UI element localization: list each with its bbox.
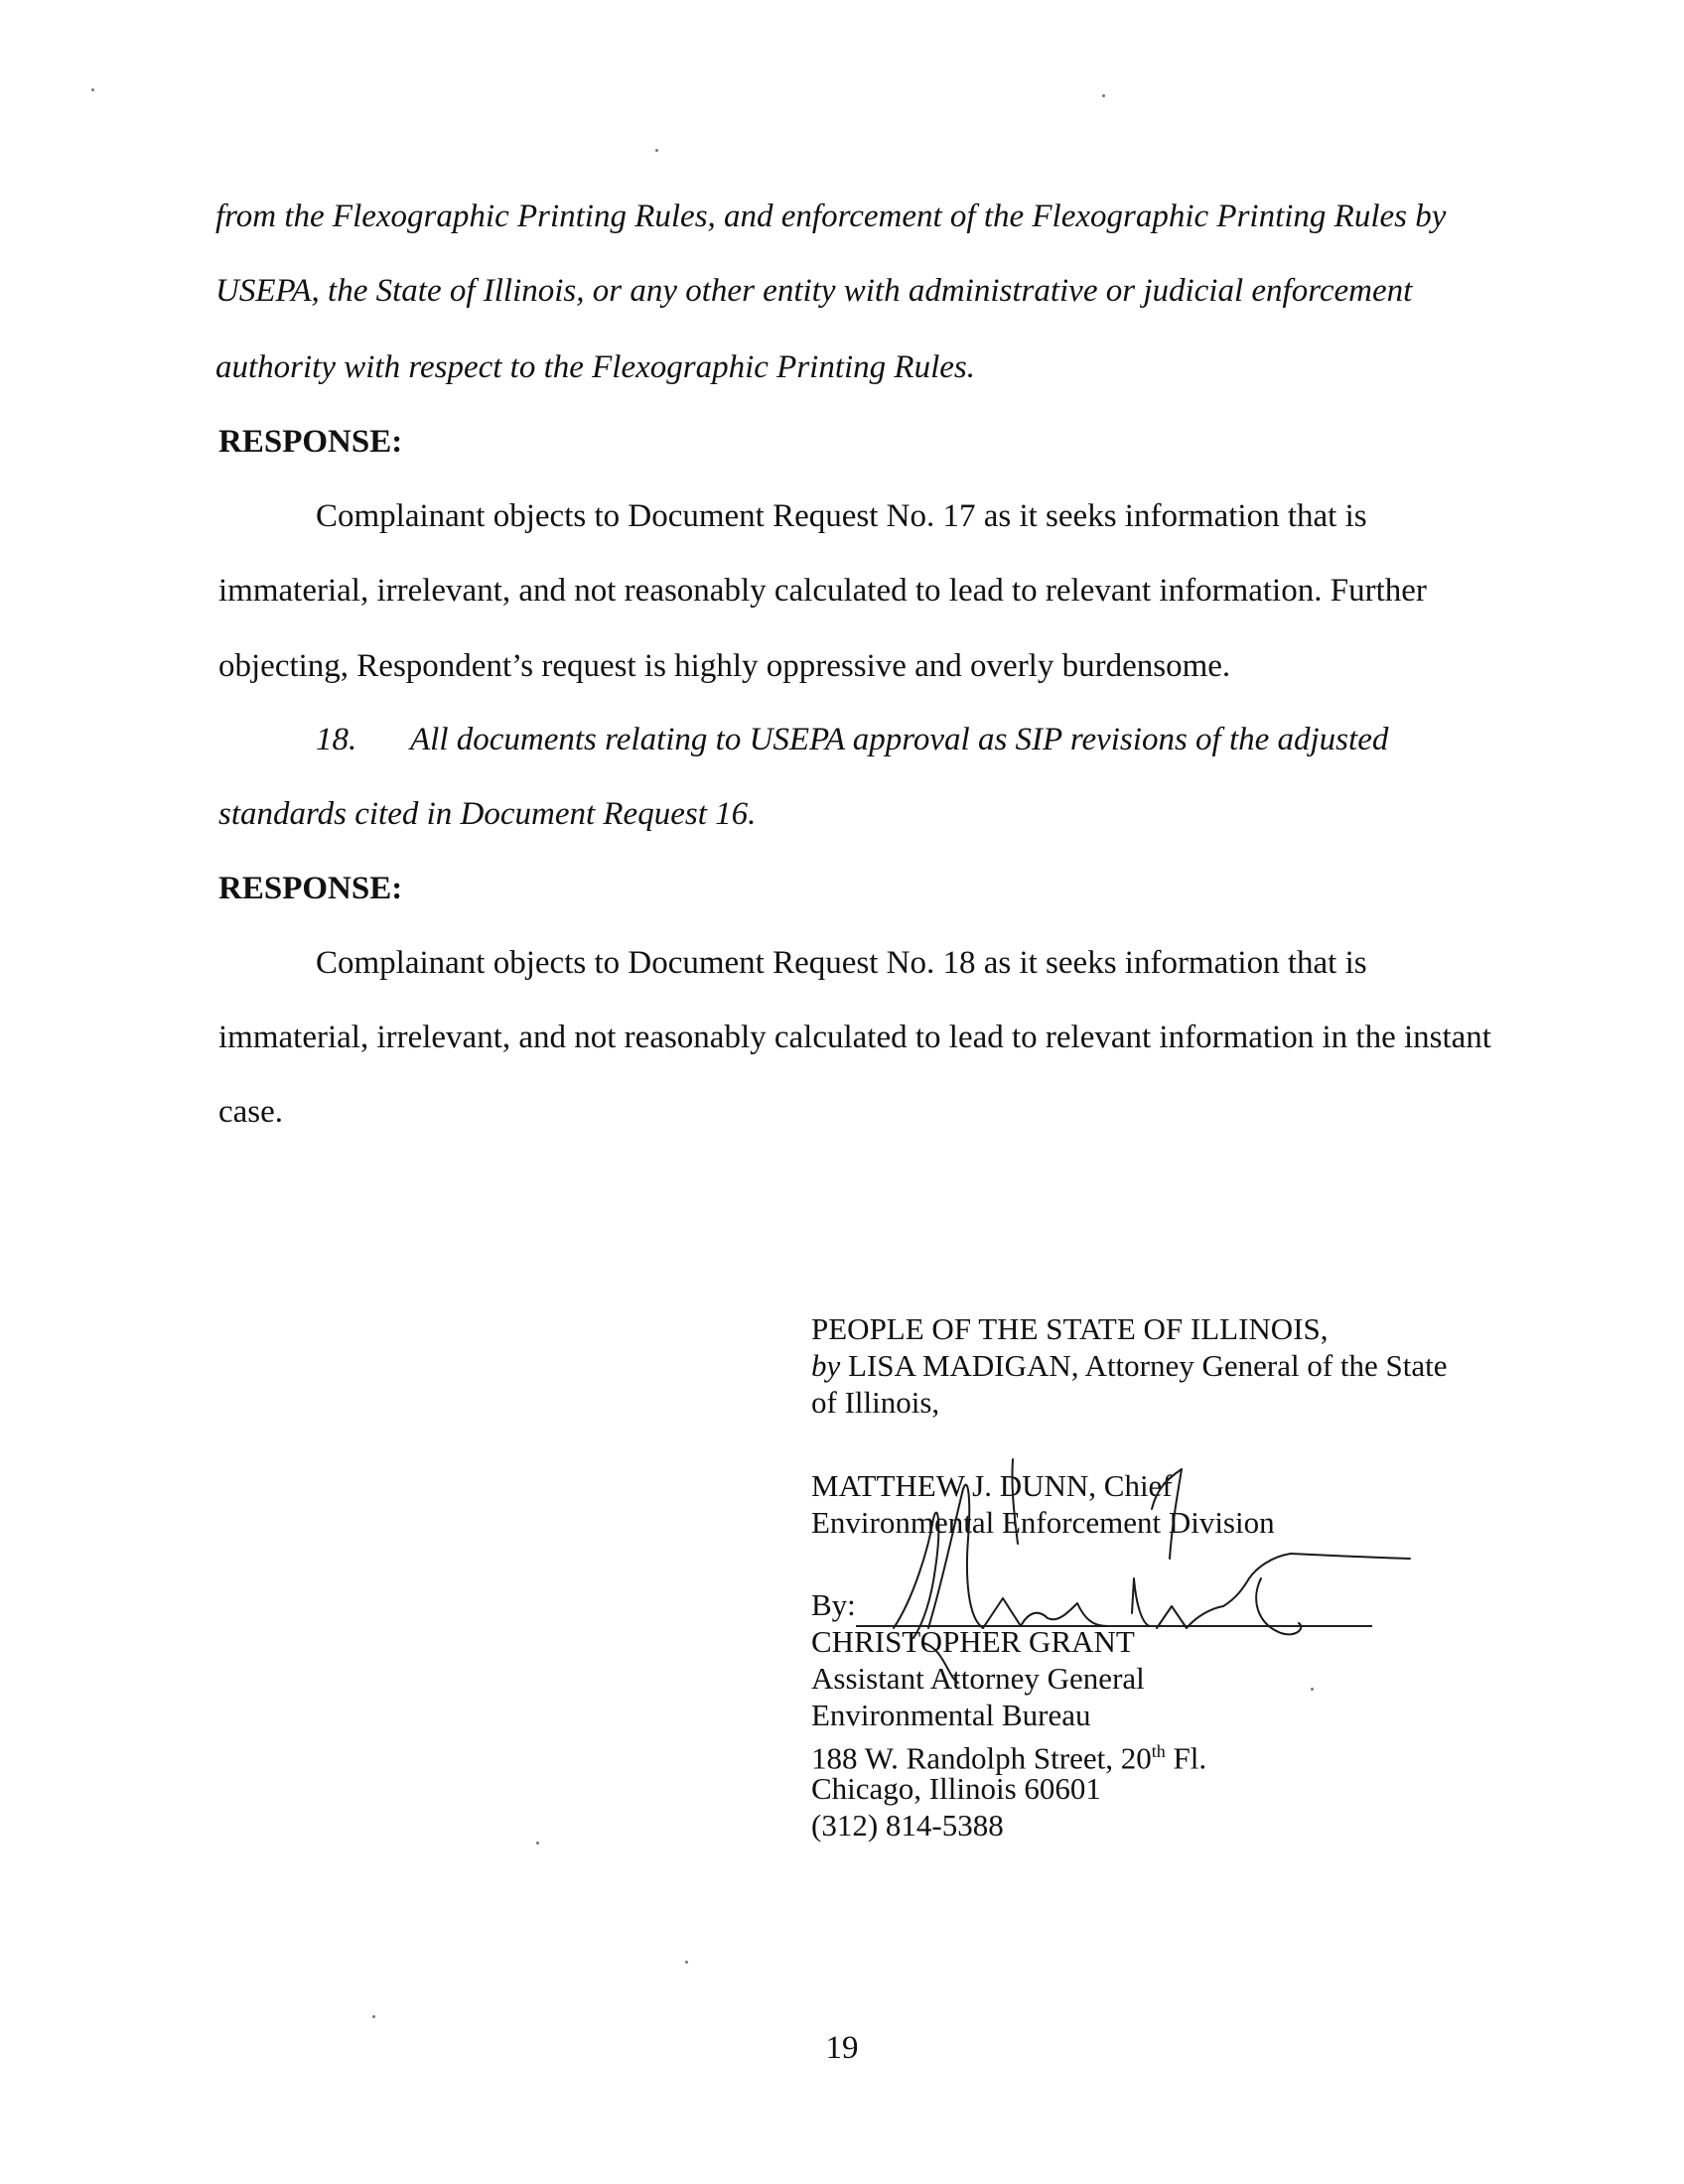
request-18-number: 18. xyxy=(316,722,357,757)
signer-title: Assistant Attorney General xyxy=(811,1661,1145,1696)
chief-division: Environmental Enforcement Division xyxy=(811,1505,1275,1540)
request-17-text-line-2: USEPA, the State of Illinois, or any other entity with administrative or judicial enforcement xyxy=(215,273,1413,309)
scan-speck xyxy=(1102,94,1105,97)
response-18-line-3: case. xyxy=(218,1094,284,1130)
scan-speck xyxy=(536,1842,539,1844)
signer-city: Chicago, Illinois 60601 xyxy=(811,1771,1101,1806)
signer-phone: (312) 814-5388 xyxy=(811,1808,1004,1843)
signer-bureau: Environmental Bureau xyxy=(811,1698,1091,1732)
request-17-text-line-3: authority with respect to the Flexographic Printing Rules. xyxy=(215,349,975,385)
by-word: by xyxy=(811,1348,841,1383)
response-17-line-2: immaterial, irrelevant, and not reasonably calculated to lead to relevant information. Further xyxy=(218,573,1427,609)
page-number: 19 xyxy=(825,2030,859,2066)
response-18-line-2: immaterial, irrelevant, and not reasonably calculated to lead to relevant information in the instant xyxy=(218,1020,1491,1055)
request-18-text-line-1: All documents relating to USEPA approval as SIP revisions of the adjusted xyxy=(410,722,1389,757)
signature-attorney-general-line xyxy=(811,1347,1448,1384)
scan-speck xyxy=(655,149,658,152)
response-18-heading: RESPONSE: xyxy=(218,871,403,906)
floor-text: Fl. xyxy=(1165,1740,1207,1776)
scan-speck xyxy=(372,2015,375,2018)
scan-speck xyxy=(1311,1688,1314,1691)
signer-name: CHRISTOPHER GRANT xyxy=(811,1624,1135,1659)
response-17-line-3: objecting, Respondent’s request is highly oppressive and overly burdensome. xyxy=(218,648,1231,684)
street-text: 188 W. Randolph Street, 20 xyxy=(811,1740,1152,1776)
street-suffix: th xyxy=(1151,1741,1166,1761)
response-17-line-1: Complainant objects to Document Request No. 17 as it seeks information that is xyxy=(316,498,1367,534)
response-17-heading: RESPONSE: xyxy=(218,424,403,460)
by-label: By: xyxy=(811,1587,856,1622)
attorney-general-text: LISA MADIGAN, Attorney General of the State xyxy=(840,1348,1448,1383)
response-18-line-1: Complainant objects to Document Request No. 18 as it seeks information that is xyxy=(316,945,1367,981)
request-18-text-line-2: standards cited in Document Request 16. xyxy=(218,796,757,832)
signature-state-line: of Illinois, xyxy=(811,1385,940,1420)
scan-speck xyxy=(685,1961,688,1964)
chief-name: MATTHEW J. DUNN, Chief xyxy=(811,1468,1173,1503)
request-17-text-line-1: from the Flexographic Printing Rules, and enforcement of the Flexographic Printing Rules by xyxy=(215,199,1447,234)
signature-party: PEOPLE OF THE STATE OF ILLINOIS, xyxy=(811,1311,1329,1346)
scan-speck xyxy=(91,88,94,91)
